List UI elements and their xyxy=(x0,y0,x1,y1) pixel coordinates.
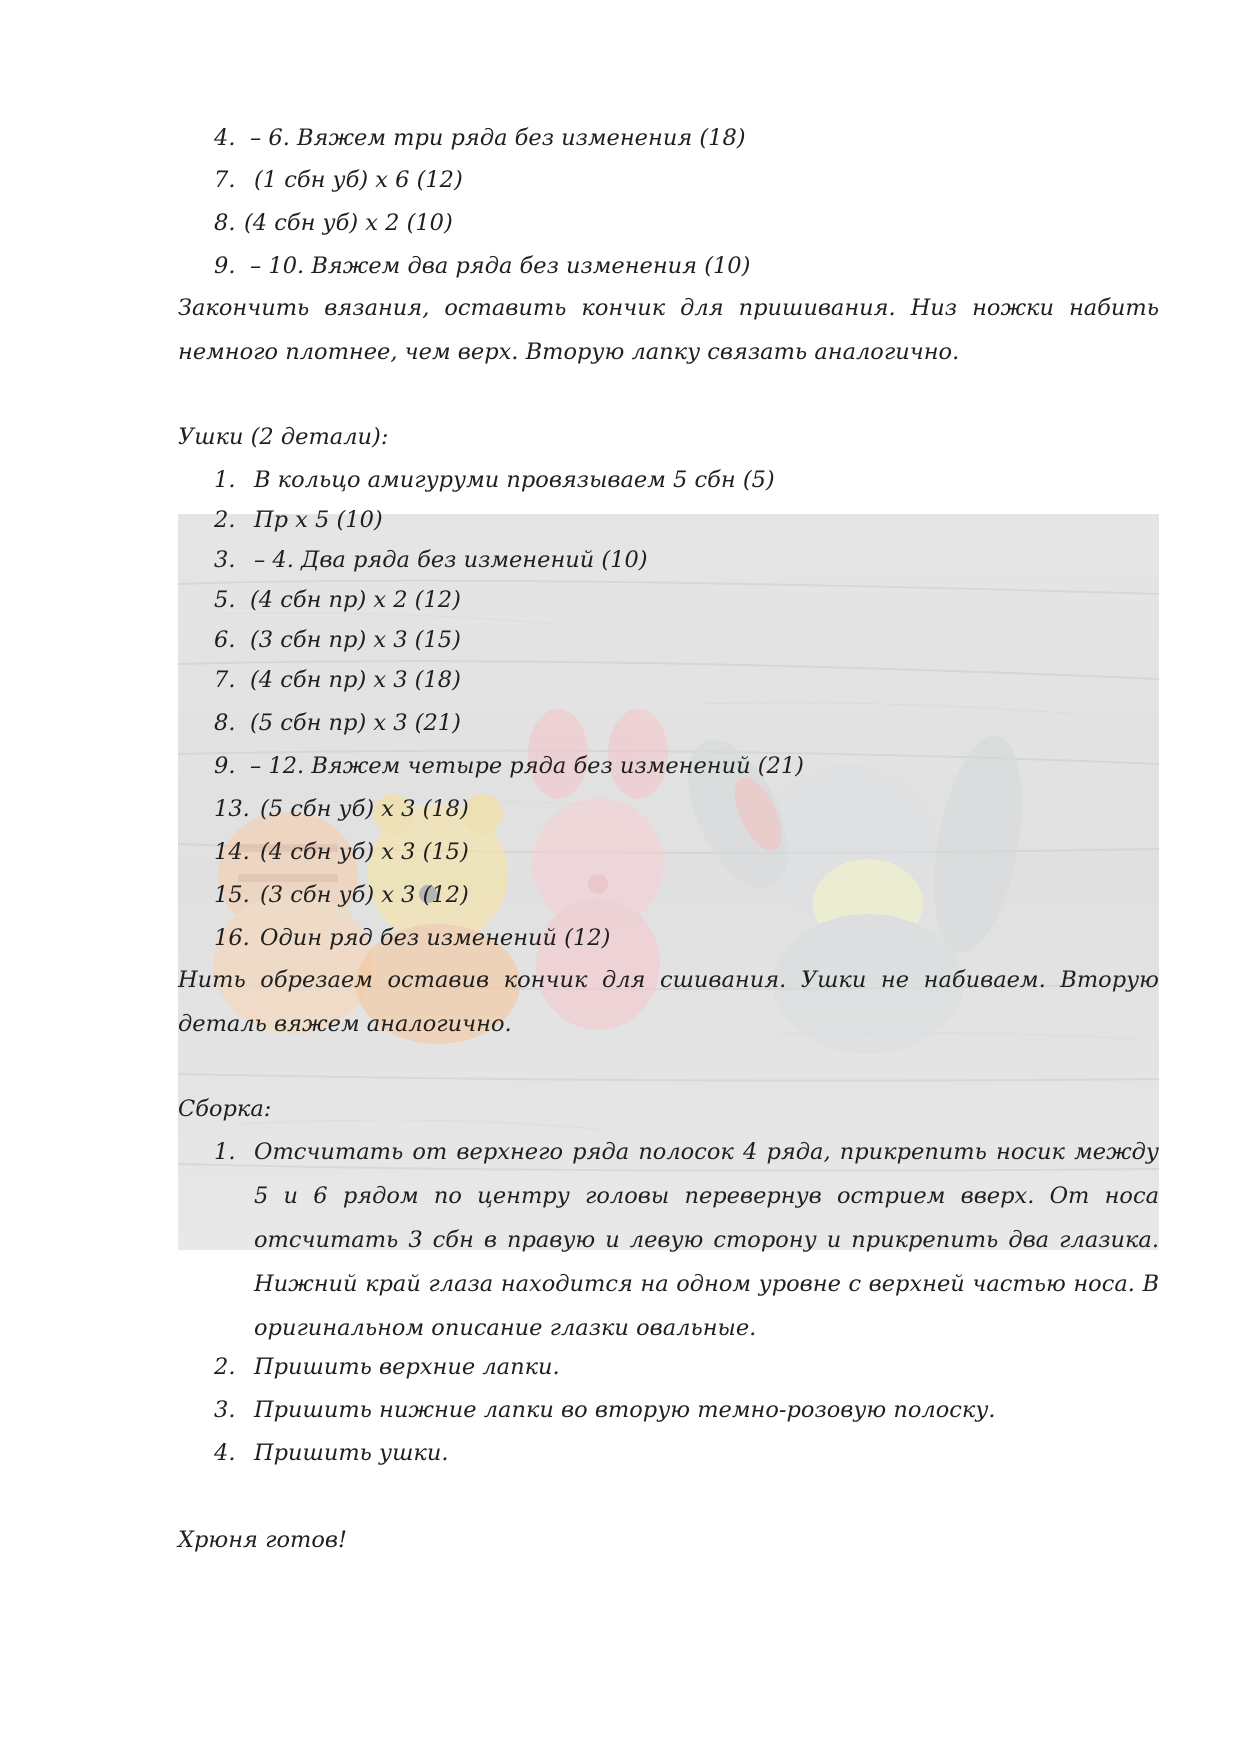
assembly-step: 4. Пришить ушки. xyxy=(214,1440,449,1466)
ears-row: 2. Пр х 5 (10) xyxy=(214,507,383,533)
leg-row: 8. (4 сбн уб) х 2 (10) xyxy=(214,210,453,236)
leg-row: 4. – 6. Вяжем три ряда без изменения (18) xyxy=(214,125,746,151)
closing-line: Хрюня готов! xyxy=(178,1527,348,1553)
ears-row: 7. (4 сбн пр) х 3 (18) xyxy=(214,667,461,693)
assembly-step: 2. Пришить верхние лапки. xyxy=(214,1354,560,1380)
assembly-heading: Сборка: xyxy=(178,1096,272,1122)
leg-finish-paragraph: Закончить вязания, оставить кончик для пришивания. Низ ножки набить немного плотнее, чем верх. Вторую лапку связать аналогично. xyxy=(178,295,1159,365)
assembly-step: 1. Отсчитать от верхнего ряда полосок 4 ряда, прикрепить носик между 5 и 6 рядом по центру головы перевернув острием вверх. От носа отсчитать 3 сбн в правую и левую сторону и прикрепить два глазика. Нижний край глаза находится на одном уровне с верхней частью носа. В оригинальном описание глазки овальные. xyxy=(214,1139,1159,1341)
ears-row: 3. – 4. Два ряда без изменений (10) xyxy=(214,547,648,573)
ears-row: 9. – 12. Вяжем четыре ряда без изменений (21) xyxy=(214,753,804,779)
ears-heading: Ушки (2 детали): xyxy=(178,424,389,450)
ears-row: 13. (5 сбн уб) х 3 (18) xyxy=(214,796,469,822)
ears-row: 8. (5 сбн пр) х 3 (21) xyxy=(214,710,461,736)
leg-row: 9. – 10. Вяжем два ряда без изменения (10) xyxy=(214,253,751,279)
ears-row: 15. (3 сбн уб) х 3 (12) xyxy=(214,882,469,908)
ears-row: 1. В кольцо амигуруми провязываем 5 сбн (5) xyxy=(214,467,775,493)
ears-row: 16. Один ряд без изменений (12) xyxy=(214,925,611,951)
assembly-step: 3. Пришить нижние лапки во вторую темно-розовую полоску. xyxy=(214,1397,996,1423)
ears-row: 6. (3 сбн пр) х 3 (15) xyxy=(214,627,461,653)
leg-row: 7. (1 сбн уб) х 6 (12) xyxy=(214,167,463,193)
ears-row: 5. (4 сбн пр) х 2 (12) xyxy=(214,587,461,613)
ears-row: 14. (4 сбн уб) х 3 (15) xyxy=(214,839,469,865)
ears-finish-paragraph: Нить обрезаем оставив кончик для сшивания. Ушки не набиваем. Вторую деталь вяжем аналогично. xyxy=(178,967,1159,1037)
